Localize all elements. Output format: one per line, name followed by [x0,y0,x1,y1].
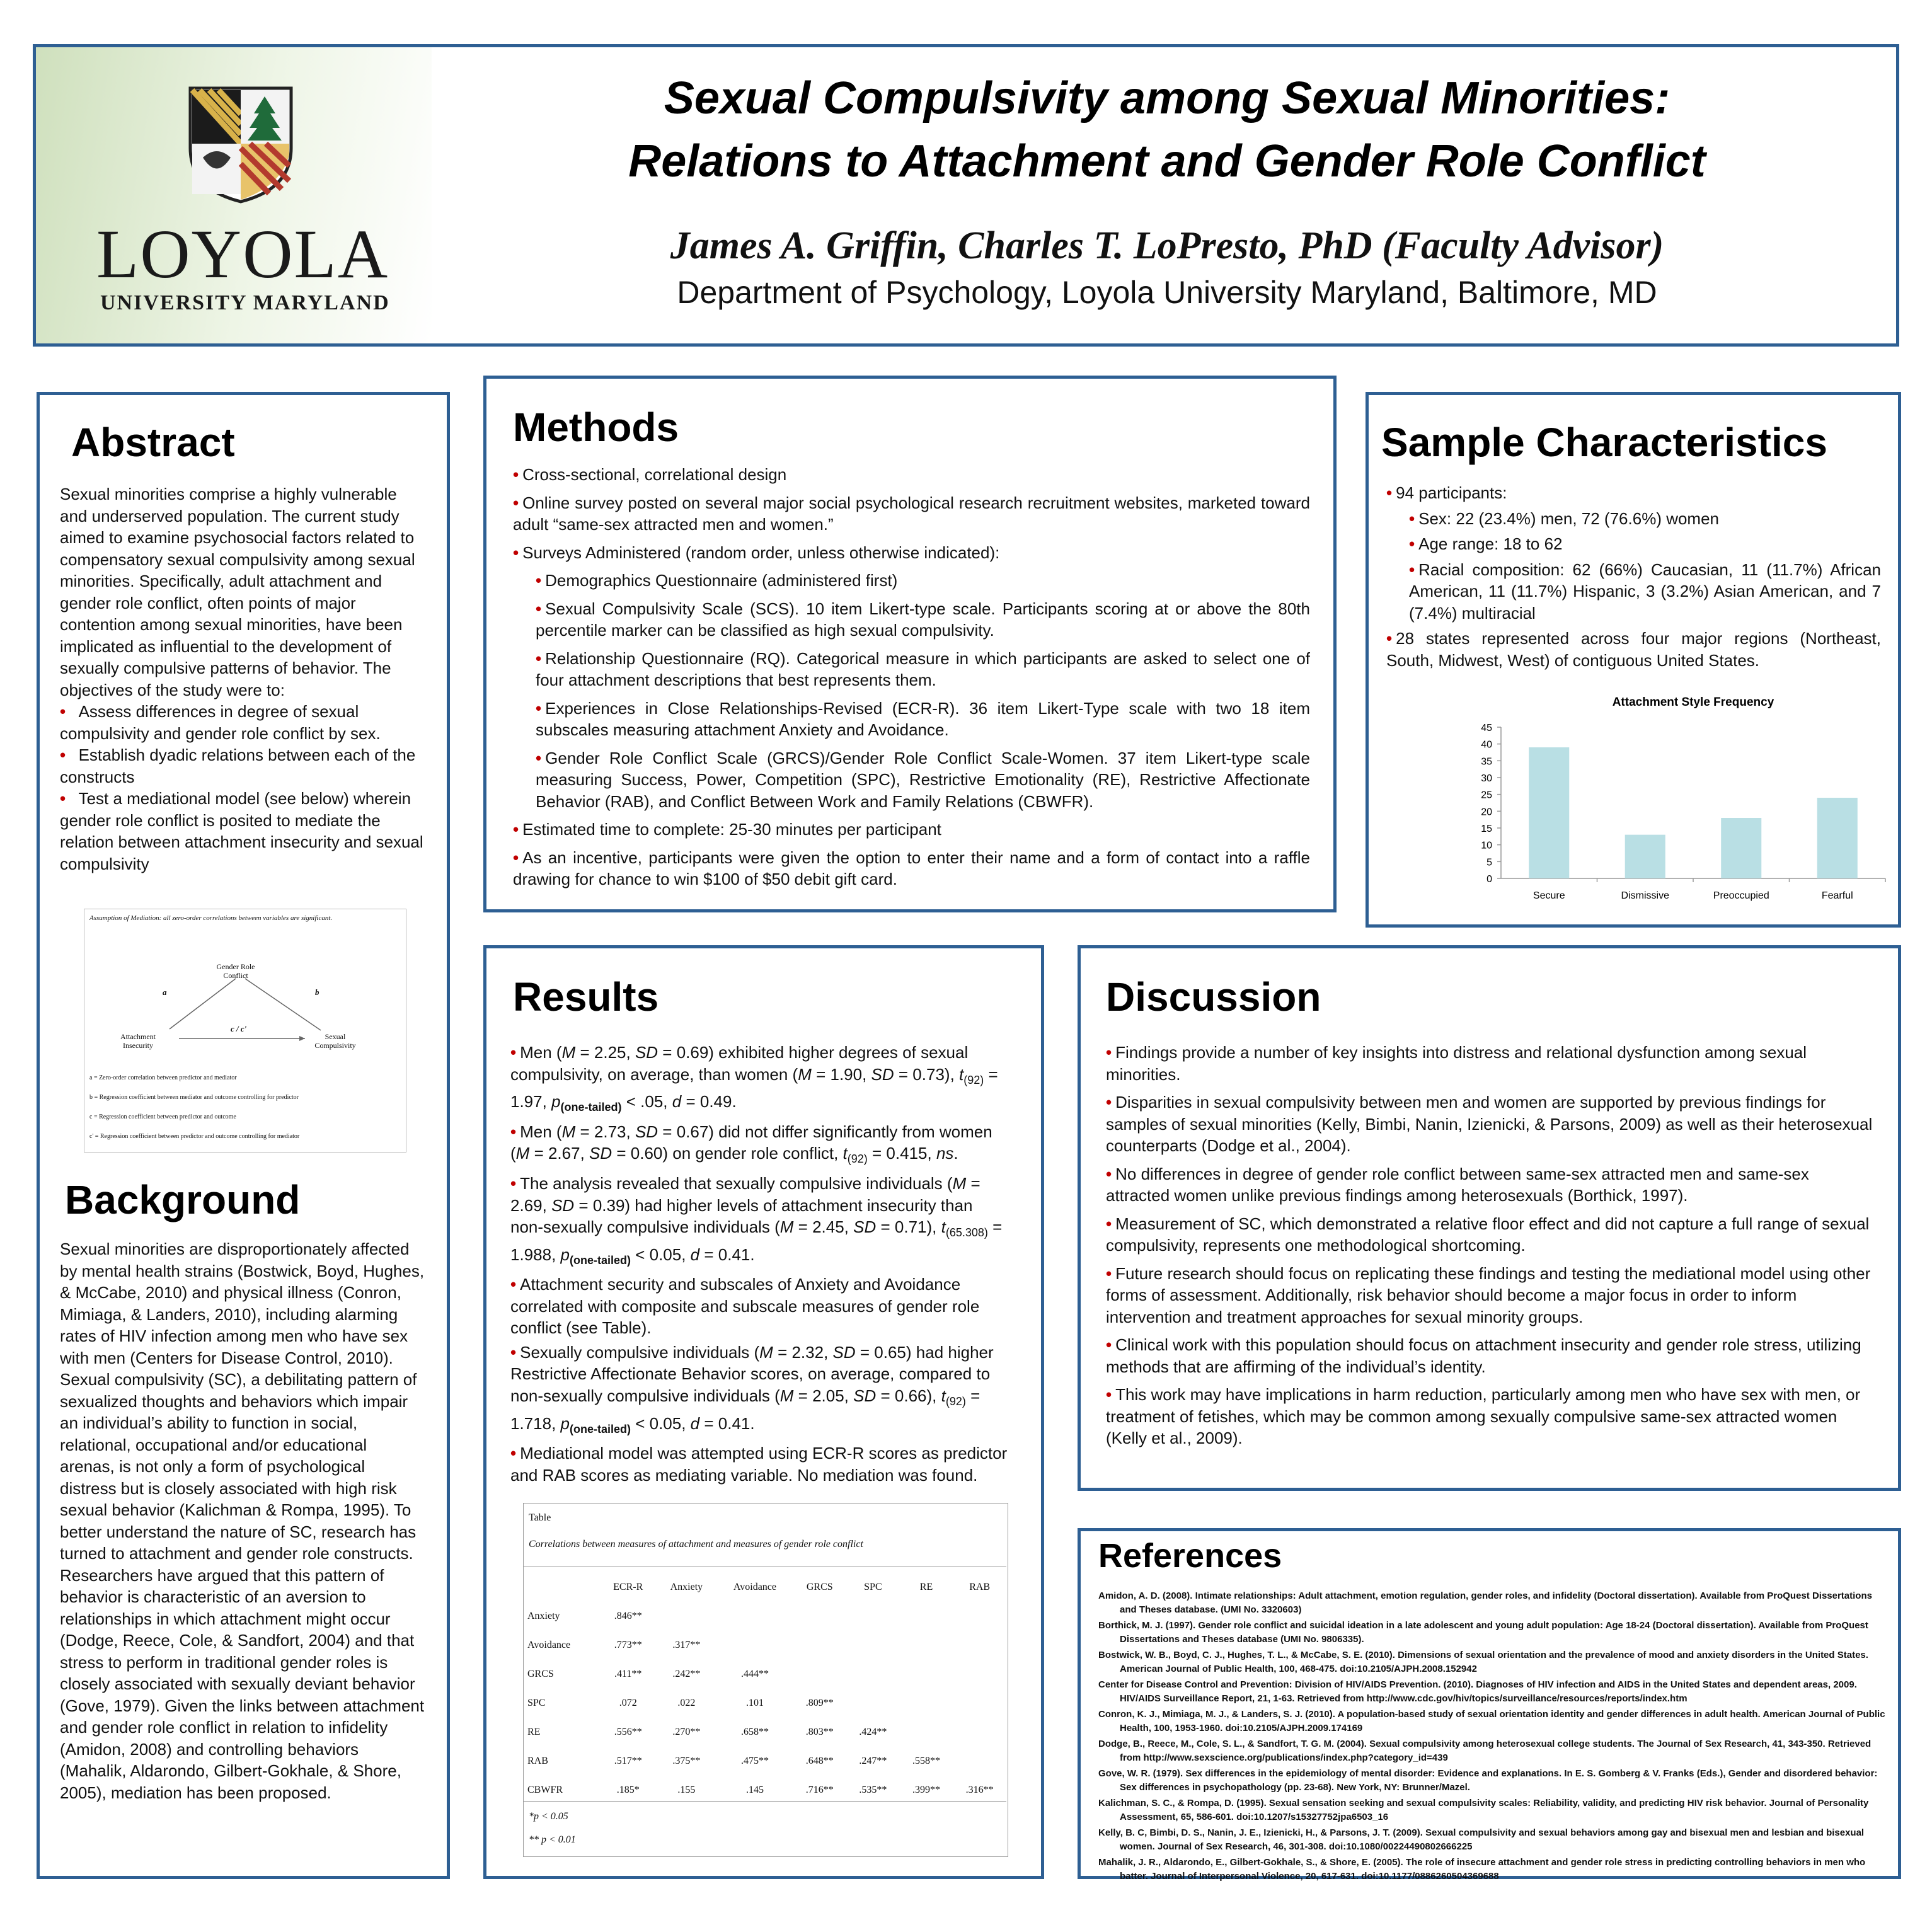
table-cell: CBWFR [527,1785,563,1795]
method-text: Online survey posted on several major social psychological research recruitment websites, marketed toward adult “same-sex attracted men and women.” [513,493,1310,534]
objective-text: Assess differences in degree of sexual compulsivity and gender role conflict by sex. [60,702,381,743]
table-cell: .517** [614,1756,642,1766]
sample-text: 94 participants: [1396,483,1507,502]
logo-wordmark: LOYOLA [96,216,389,292]
discussion-text: Findings provide a number of key insights into distress and relational dysfunction among sexual minorities. [1106,1043,1807,1084]
diagram-caption: Assumption of Mediation: all zero-order correlations between variables are significant. [89,914,333,922]
legend-line: a = Zero-order correlation between predictor and mediator [89,1074,237,1081]
legend-line: b = Regression coefficient between mediator and outcome controlling for predictor [89,1094,299,1101]
column-header: RE [919,1582,933,1592]
bar-secure [1529,747,1569,878]
diagram-node-predictor: Attachment Insecurity [120,1032,156,1050]
reference-entry: Bostwick, W. B., Boyd, C. J., Hughes, T. L., & McCabe, S. E. (2010). Dimensions of sexual orientation and the prevalence of mood and anxiety disorders in the United States. American Journal of Public Health, 100, 468-475. doi:10.2105/AJPH.2008.152942 [1098,1650,1868,1674]
table-cell [846,1689,900,1718]
table-cell [846,1631,900,1660]
column-header: Avoidance [733,1582,776,1592]
discussion-text: Clinical work with this population should focus on attachment insecurity and gender role stress, utilizing methods that are affirming of the individual’s identity. [1106,1335,1861,1376]
references-heading: References [1098,1537,1282,1575]
table-cell [953,1660,1006,1689]
table-cell: .185* [616,1785,640,1795]
table-cell [793,1660,846,1689]
method-text: Experiences in Close Relationships-Revised (ECR-R). 36 item Likert-Type scale with two 18 item subscales measuring attachment Anxiety and Avoidance. [536,698,1310,739]
table-cell: .247** [859,1756,887,1766]
background-heading: Background [65,1177,301,1222]
sample-body [1386,482,1881,677]
diagram-edge-a: a [163,987,167,997]
table-cell: RAB [527,1756,548,1766]
table-cell: .316** [965,1785,994,1795]
list-item: • Assess differences in degree of sexual compulsivity and gender role conflict by sex. [60,702,381,743]
table-cell [846,1602,900,1631]
table-cell: SPC [527,1698,546,1708]
discussion-list [1106,1042,1875,1449]
table-cell: .648** [805,1756,834,1766]
column-header [524,1573,600,1602]
column-header: SPC [864,1582,882,1592]
list-item: • Gender Role Conflict Scale (GRCS)/Gender Role Conflict Scale-Women. 37 item Likert-type scale measuring Success, Power, Competition (SPC), Restrictive Emotionality (RE), Restrictive Affectionate Behavior (RAB), and Conflict Between Work and Family Relations (CBWFR). [536,748,1310,811]
method-text: As an incentive, participants were given the option to enter their name and a form of contact into a raffle drawing for chance to win $100 of $50 debit gift card. [513,848,1310,888]
table-cell: .716** [805,1785,834,1795]
x-tick-label: Secure [1532,890,1565,901]
y-tick-label: 5 [1486,857,1492,868]
bar-preoccupied [1721,818,1761,878]
table-row [524,1718,1006,1747]
list-item: • Racial composition: 62 (66%) Caucasian, 11 (11.7%) African American, 11 (11.7%) Hispanic, 3 (3.2%) Asian American, and 7 (7.4%) multiracial [1409,560,1881,623]
table-note: *p < 0.05 [529,1811,568,1822]
crest-icon [187,85,294,205]
table-row [524,1660,1006,1689]
diagram-node-mediator: Gender Role Conflict [216,962,255,980]
method-text: Estimated time to complete: 25-30 minutes per participant [522,820,941,839]
table-label: Table [529,1512,551,1523]
sample-list [1386,482,1881,671]
references-panel [1078,1528,1901,1882]
column-header: ECR-R [613,1582,643,1592]
list-item: • Measurement of SC, which demonstrated a relative floor effect and did not capture a full range of sexual compulsivity, represents one methodological shortcoming. [1106,1214,1870,1255]
correlation-grid [524,1573,1006,1805]
table-cell: .022 [677,1698,696,1708]
method-text: Demographics Questionnaire (administered first) [545,571,898,590]
list-item: • Sex: 22 (23.4%) men, 72 (76.6%) women [1409,509,1720,528]
column-header: GRCS [806,1582,833,1592]
bar-dismissive [1625,835,1665,878]
x-tick-label: Dismissive [1621,890,1669,901]
sample-text: Sex: 22 (23.4%) men, 72 (76.6%) women [1418,509,1720,528]
results-body [510,1042,1008,1488]
column-header: Anxiety [670,1582,703,1592]
x-tick-label: Fearful [1821,890,1853,901]
table-cell: .475** [740,1756,769,1766]
list-item: • As an incentive, participants were given the option to enter their name and a form of contact into a raffle drawing for chance to win $100 of $50 debit gift card. [513,848,1310,888]
reference-entry: Kelly, B. C, Bimbi, D. S., Nanin, J. E., Izienicki, H., & Parsons, J. T. (2009). Sexual compulsivity and sexual behaviors among gay and bisexual men and lesbian and bisexual women. Journal of Sex Research, 46, 301-308. doi:10.1080/00224490802666225 [1098,1827,1865,1852]
objective-text: Establish dyadic relations between each of the constructs [60,745,416,786]
method-text: Sexual Compulsivity Scale (SCS). 10 item Likert-type scale. Participants scoring at or above the 80th percentile marker can be classified as high sexual compulsivity. [536,599,1310,640]
discussion-text: Disparities in sexual compulsivity between men and women are supported by previous findings for samples of sexual minorities (Kelly, Bimbi, Nanin, Izienicki, & Parsons, 2009) as well as their heterosexual counterparts (Dodge et al., 2004). [1106,1093,1873,1155]
reference-entry: Conron, K. J., Mimiaga, M. J., & Landers, S. J. (2010). A population-based study of sexual orientation identity and gender differences in adult health. American Journal of Public Health, 100, 1953-1960. doi:10.2105/AJPH.2009.174169 [1098,1709,1885,1734]
table-cell: GRCS [527,1669,554,1679]
table-cell: Anxiety [527,1611,560,1621]
diagram-legend [89,1068,299,1146]
abstract-heading: Abstract [71,420,235,465]
table-cell [900,1718,953,1747]
table-cell [716,1602,793,1631]
table-cell [900,1660,953,1689]
correlation-table [523,1503,1008,1857]
reference-entry: Amidon, A. D. (2008). Intimate relationships: Adult attachment, emotion regulation, gender roles, and infidelity (Doctoral dissertation). Available from ProQuest Dissertations and Theses database. (UMI No. 3320603) [1098,1590,1872,1615]
table-rule [524,1801,1006,1802]
y-tick-label: 20 [1481,807,1492,818]
table-cell: Avoidance [527,1640,571,1650]
background-text: Sexual minorities are disproportionately affected by mental health strains (Bostwick, Boyd, Hughes, & McCabe, 2010) and physical illness (Conron, Mimiaga, & Landers, 2010), including alarming rates of HIV infection among men who have sex with men (Centers for Disease Control, 2010). Sexual compulsivity (SC), a debilitating pattern of sexualized thoughts and behaviors which impair an individual’s ability to function in social, relational, occupational and/or educational arenas, is not only a form of psychological distress but is closely associated with high risk sexual behavior (Kalichman & Rompa, 1995). To better understand the nature of SC, research has turned to attachment and gender role constructs. Researchers have argued that this pattern of behavior is characteristic of an aversion to relationships in which attachment might occur (Dodge, Reece, Cole, & Sandfort, 2004) and that stress to perform in traditional gender roles is closely associated with sexually deviant behavior (Gove, 1979). Given the links between attachment and gender role conflict in relation to infidelity (Amidon, 2008) and controlling behaviors (Mahalik, Aldarondo, Gilbert-Gokhale, & Shore, 2005), mediation has been proposed. [60,1239,425,1802]
table-header-row [524,1573,1006,1602]
table-cell: .558** [912,1756,940,1766]
sample-text: Racial composition: 62 (66%) Caucasian, 11 (11.7%) African American, 11 (11.7%) Hispanic, 3 (3.2%) Asian American, and 7 (7.4%) multiracial [1409,560,1881,623]
method-text: Gender Role Conflict Scale (GRCS)/Gender Role Conflict Scale-Women. 37 item Likert-type scale measuring Success, Power, Competition (SPC), Restrictive Emotionality (RE), Restrictive Affectionate Behavior (RAB), and Conflict Between Work and Family Relations (CBWFR). [536,748,1310,811]
diagram-edge-c: c / c' [231,1024,247,1033]
y-tick-label: 30 [1481,773,1492,784]
table-cell [846,1660,900,1689]
table-cell [900,1631,953,1660]
table-caption: Correlations between measures of attachment and measures of gender role conflict [529,1539,863,1550]
table-cell: .411** [614,1669,642,1679]
list-item: • This work may have implications in harm reduction, particularly among men who have sex with men, or treatment of fetishes, which may be common among sexually compulsive same-sex attracted women (Kelly et al., 2009). [1106,1385,1861,1447]
list-item: • 94 participants: [1386,483,1507,502]
table-cell: .317** [672,1640,701,1650]
reference-entry: Mahalik, J. R., Aldarondo, E., Gilbert-Gokhale, S., & Shore, E. (2005). The role of insecure attachment and gender role stress in predicting controlling behaviors in men who batter. Journal of Interpersonal Violence, 20, 617-631. doi:10.1177/0886260504369688 [1098,1857,1866,1882]
result-item: • Men (M = 2.73, SD = 0.67) did not differ significantly from women (M = 2.67, SD = 0.60) on gender role conflict, $t_{(92)} = 0.415$, ns. [510,1122,992,1166]
table-cell [656,1602,716,1631]
department: Department of Psychology, Loyola University Maryland, Baltimore, MD [677,275,1657,310]
list-item: • Surveys Administered (random order, unless otherwise indicated): [513,543,1000,562]
discussion-text: No differences in degree of gender role conflict between same-sex attracted men and same-sex attracted women unlike previous findings among heterosexuals (Borthick, 1997). [1106,1164,1809,1205]
y-tick-label: 35 [1481,756,1492,768]
table-cell: .535** [859,1785,887,1795]
x-tick-label: Preoccupied [1713,890,1769,901]
table-cell: .424** [859,1727,887,1737]
list-item: • Estimated time to complete: 25-30 minutes per participant [513,820,941,839]
table-cell [953,1689,1006,1718]
table-cell: .072 [619,1698,637,1708]
table-cell: .101 [745,1698,764,1708]
table-cell [953,1631,1006,1660]
mediation-diagram [84,909,406,1153]
diagram-edge-b: b [315,987,319,997]
method-text: Relationship Questionnaire (RQ). Categorical measure in which participants are asked to select one of four attachment descriptions that best represents them. [536,648,1310,689]
table-row [524,1689,1006,1718]
column-header: RAB [969,1582,991,1592]
y-tick-label: 15 [1481,824,1492,834]
reference-entry: Center for Disease Control and Prevention: Division of HIV/AIDS Prevention. (2010). Diagnoses of HIV infection and AIDS in the United States and dependent areas, 2009. HIV/AIDS Surveillance Report, 21, 1-63. Retrieved from http://www.cdc.gov/hiv/topics/surveillance/resources/reports/index.htm [1098,1679,1857,1704]
table-cell: RE [527,1727,541,1737]
table-cell: .155 [677,1785,696,1795]
chart-title: Attachment Style Frequency [1612,696,1774,709]
logo-subtitle: UNIVERSITY MARYLAND [100,291,390,314]
title-banner [33,44,1899,347]
list-item: • Relationship Questionnaire (RQ). Categorical measure in which participants are asked to select one of four attachment descriptions that best represents them. [536,648,1310,689]
table-cell: .444** [740,1669,769,1679]
sample-panel [1366,392,1901,928]
table-cell: .556** [614,1727,642,1737]
y-tick-label: 25 [1481,790,1492,801]
methods-list [513,464,1310,890]
table-note: ** p < 0.01 [529,1834,576,1845]
table-cell: .658** [740,1727,769,1737]
poster-title-line-1: Sexual Compulsivity among Sexual Minorities: [664,73,1670,124]
poster-title-line-2: Relations to Attachment and Gender Role Conflict [628,136,1706,187]
attachment-style-chart [1444,694,1898,909]
reference-entry: Gove, W. R. (1979). Sex differences in the epidemiology of mental disorder: Evidence and explanations. In E. S. Gomberg & V. Franks (Eds.), Gender and disordered behavior: Sex differences in psychopathology (pp. 23-68). New York, NY: Brunner/Mazel. [1098,1768,1878,1793]
y-tick-label: 45 [1481,723,1492,733]
table-row [524,1602,1006,1631]
methods-panel [483,376,1337,912]
result-item: • Mediational model was attempted using ECR-R scores as predictor and RAB scores as mediating variable. No mediation was found. [510,1444,1008,1485]
sample-heading: Sample Characteristics [1381,420,1827,465]
university-logo [36,47,432,343]
table-cell [953,1602,1006,1631]
table-cell: .846** [614,1611,642,1621]
discussion-text: Measurement of SC, which demonstrated a relative floor effect and did not capture a full range of sexual compulsivity, represents one methodological shortcoming. [1106,1214,1870,1255]
list-item: • Cross-sectional, correlational design [513,465,787,484]
list-item: • 28 states represented across four major regions (Northeast, South, Midwest, West) of contiguous United States. [1386,629,1881,670]
table-cell [793,1631,846,1660]
legend-line: c' = Regression coefficient between predictor and outcome controlling for mediator [89,1133,300,1140]
discussion-text: This work may have implications in harm reduction, particularly among men who have sex with men, or treatment of fetishes, which may be common among sexually compulsive same-sex attracted women (Kelly et al., 2009). [1106,1385,1861,1447]
reference-entry: Kalichman, S. C., & Rompa, D. (1995). Sexual sensation seeking and sexual compulsivity scales: Reliability, validity, and predicting HIV risk behavior. Journal of Personality Assessment, 65, 586-601. doi:10.1207/s15327752jpa6503_16 [1098,1798,1869,1822]
abstract-text: Sexual minorities comprise a highly vulnerable and underserved population. The current study aimed to examine psychosocial factors related to compensatory sexual compulsivity among sexual minorities. Specifically, adult attachment and gender role conflict, often points of major contention among sexual minorities, have been implicated as influential to the development of sexually compulsive patterns of behavior. The objectives of the study were to: [60,485,415,699]
methods-heading: Methods [513,405,679,450]
discussion-panel [1078,945,1901,1491]
abstract-body [60,483,425,875]
table-cell: .242** [672,1669,701,1679]
reference-entry: Borthick, M. J. (1997). Gender role conflict and suicidal ideation in a late adolescent and young adult population: Age 18-24 (Doctoral dissertation). Available from ProQuest Dissertations and Theses database (UMI No. 9806335). [1098,1620,1868,1645]
list-item: • Test a mediational model (see below) wherein gender role conflict is posited to mediate the relation between attachment insecurity and sexual compulsivity [60,789,423,873]
references-list [1098,1589,1886,1885]
sample-text: 28 states represented across four major regions (Northeast, South, Midwest, West) of contiguous United States. [1386,629,1881,670]
table-cell [793,1602,846,1631]
discussion-heading: Discussion [1106,974,1321,1020]
discussion-body [1106,1042,1875,1456]
table-row [524,1747,1006,1776]
list-item: • Findings provide a number of key insights into distress and relational dysfunction among sexual minorities. [1106,1043,1807,1084]
table-cell: .809** [805,1698,834,1708]
table-cell [953,1718,1006,1747]
diagram-node-outcome: Sexual Compulsivity [314,1032,356,1050]
table-cell [900,1689,953,1718]
table-cell: .803** [805,1727,834,1737]
table-cell: .773** [614,1640,642,1650]
result-item: • Attachment security and subscales of Anxiety and Avoidance correlated with composite and subscale measures of gender role conflict (see Table). [510,1275,980,1338]
results-panel [483,945,1044,1879]
list-item: • Sexual Compulsivity Scale (SCS). 10 item Likert-type scale. Participants scoring at or above the 80th percentile marker can be classified as high sexual compulsivity. [536,599,1310,640]
list-item: • Experiences in Close Relationships-Revised (ECR-R). 36 item Likert-Type scale with two 18 item subscales measuring attachment Anxiety and Avoidance. [536,698,1310,739]
method-text: Surveys Administered (random order, unless otherwise indicated): [522,543,1000,562]
y-tick-label: 40 [1481,739,1492,750]
y-tick-label: 10 [1481,840,1492,851]
sample-text: Age range: 18 to 62 [1418,534,1563,553]
objective-text: Test a mediational model (see below) wherein gender role conflict is posited to mediate the relation between attachment insecurity and sexual compulsivity [60,789,423,873]
method-text: Cross-sectional, correlational design [522,465,787,484]
reference-entry: Dodge, B., Reece, M., Cole, S. L., & Sandfort, T. G. M. (2004). Sexual compulsivity among heterosexual college students. The Journal of Sex Research, 41, 343-350. Retrieved from http://www.sexscience.org/publications/index.php?category_id=439 [1098,1739,1872,1763]
discussion-text: Future research should focus on replicating these findings and testing the mediational model using other forms of assessment. Additionally, risk behavior should become a major focus in order to inform intervention and treatment approaches for sexual minority groups. [1106,1263,1871,1326]
list-item: • Establish dyadic relations between each of the constructs [60,745,416,786]
abstract-objectives [60,701,425,875]
authors: James A. Griffin, Charles T. LoPresto, PhD (Faculty Advisor) [670,224,1664,267]
list-item: • Clinical work with this population should focus on attachment insecurity and gender role stress, utilizing methods that are affirming of the individual’s identity. [1106,1335,1861,1376]
table-cell [900,1602,953,1631]
results-heading: Results [513,974,659,1020]
table-row [524,1631,1006,1660]
table-cell: .399** [912,1785,940,1795]
abstract-panel [37,392,450,1879]
methods-body [513,464,1310,897]
result-item: • Sexually compulsive individuals (M = 2.32, SD = 0.65) had higher Restrictive Affectionate Behavior scores, on average, compared to non-sexually compulsive individuals (M = 2.05, SD = 0.66), $t_{(92)} = 1.718$, $p_{(one-tailed)} < 0.05$, d = 0.41. [510,1342,994,1435]
table-cell [953,1747,1006,1776]
result-item: • The analysis revealed that sexually compulsive individuals (M = 2.69, SD = 0.39) had higher levels of attachment insecurity than non-sexually compulsive individuals (M = 2.45, SD = 0.71), $t_{(65.308)} = 1.988$, $p_{(one-tailed)} < 0.05$, d = 0.41. [510,1174,1003,1267]
table-cell: .145 [745,1785,764,1795]
legend-line: c = Regression coefficient between predictor and outcome [89,1113,236,1120]
list-item: • Future research should focus on replicating these findings and testing the mediational model using other forms of assessment. Additionally, risk behavior should become a major focus in order to inform intervention and treatment approaches for sexual minority groups. [1106,1263,1871,1326]
table-cell [716,1631,793,1660]
list-item: • No differences in degree of gender role conflict between same-sex attracted men and same-sex attracted women unlike previous findings among heterosexuals (Borthick, 1997). [1106,1164,1809,1205]
y-tick-label: 0 [1486,874,1492,885]
list-item: • Online survey posted on several major social psychological research recruitment websites, marketed toward adult “same-sex attracted men and women.” [513,493,1310,534]
list-item: • Age range: 18 to 62 [1409,534,1563,553]
result-item: • Men (M = 2.25, SD = 0.69) exhibited higher degrees of sexual compulsivity, on average, than women (M = 1.90, SD = 0.73), $t_{(92)} = 1.97$, $p_{(one-tailed)} < .05$, d = 0.49. [510,1043,998,1114]
table-cell: .375** [672,1756,701,1766]
list-item: • Demographics Questionnaire (administered first) [536,571,898,590]
bar-fearful [1817,798,1858,878]
table-cell: .270** [672,1727,701,1737]
list-item: • Disparities in sexual compulsivity between men and women are supported by previous findings for samples of sexual minorities (Kelly, Bimbi, Nanin, Izienicki, & Parsons, 2009) as well as their heterosexual counterparts (Dodge et al., 2004). [1106,1093,1873,1155]
